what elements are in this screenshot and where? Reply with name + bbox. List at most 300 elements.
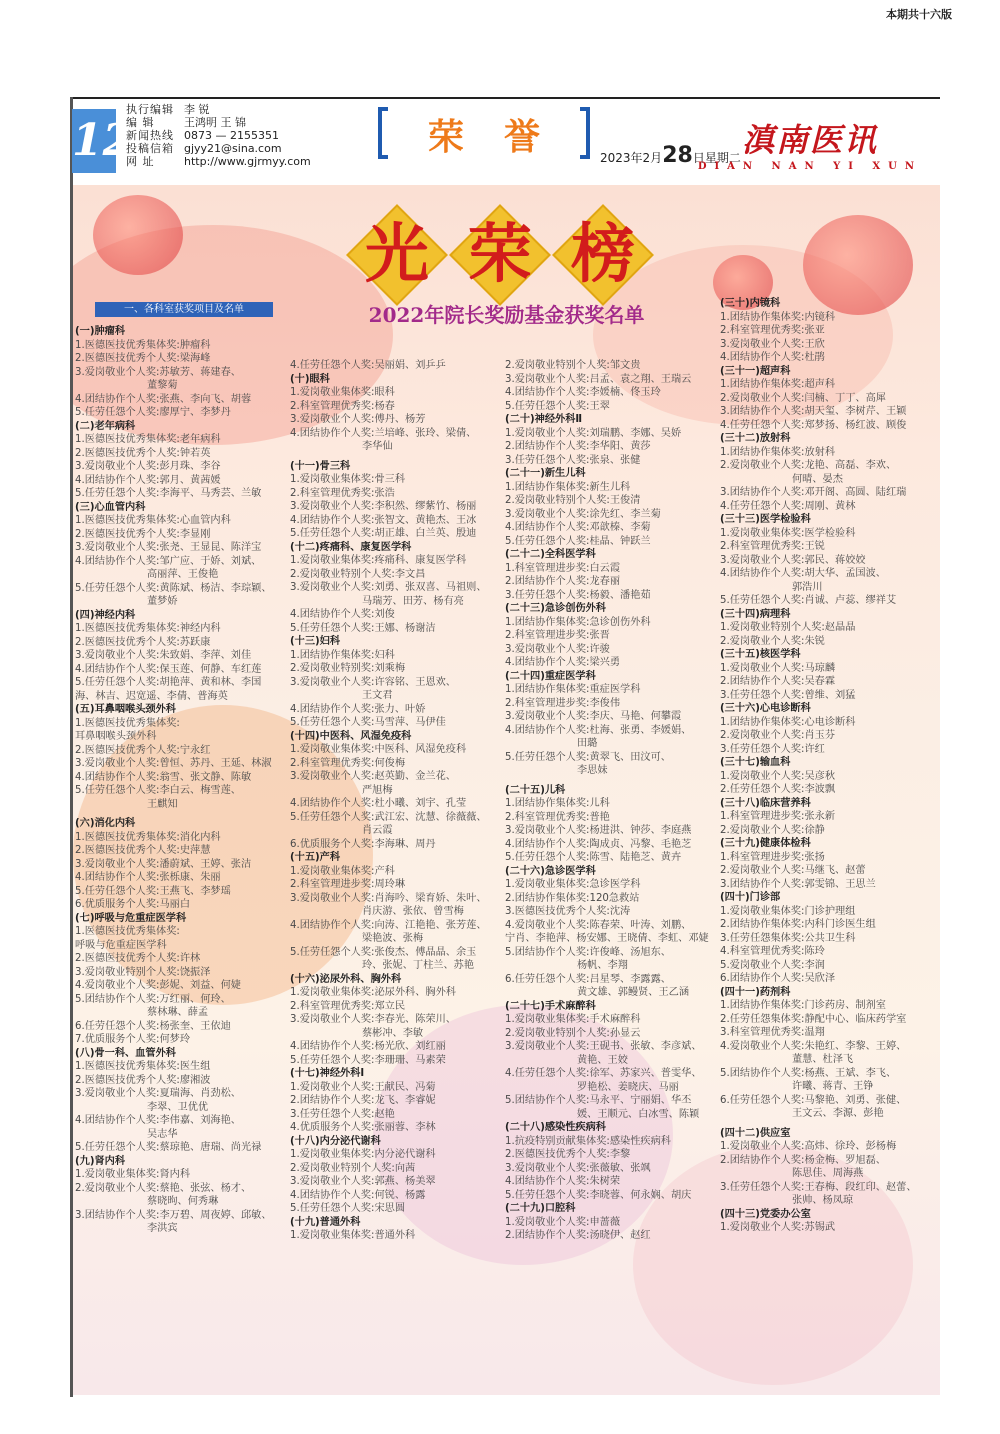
department-heading: (三)心血管内科 <box>75 501 146 513</box>
award-entry: 何晴、晏杰 <box>792 473 843 485</box>
award-entry: 1.科室管理进步奖:张永新 <box>720 811 836 822</box>
award-entry: 6.优质服务个人奖:李海琳、周丹 <box>290 838 436 850</box>
award-entry: 3.爱岗敬业个人奖:潘蔚斌、王婷、张洁 <box>75 858 252 870</box>
award-entry: 1.团结协作集体奖:内镜科 <box>720 311 836 323</box>
award-entry: 2.医德医技优秀个人奖:梁海峰 <box>75 353 211 364</box>
award-entry: 玲、张妮、丁柱兰、苏艳 <box>362 960 475 971</box>
award-entry: 1.抗疫特别贡献集体奖:感染性疾病科 <box>505 1135 671 1147</box>
department-heading: (十八)内分泌代谢科 <box>290 1135 381 1147</box>
award-entry: 4.团结协作个人奖:杜海、张勇、李媛娟、 <box>505 724 692 736</box>
award-entry: 4.优质服务个人奖:张丽蓉、李林 <box>290 1122 436 1133</box>
department-heading: (二十三)急诊创伤外科 <box>505 603 606 614</box>
award-entry: 严旭梅 <box>362 784 393 796</box>
department-heading: (二十六)急诊医学科 <box>505 865 596 877</box>
award-entry: 1.爱岗敬业个人奖:吴彦秋 <box>720 770 836 782</box>
department-heading: (四)神经内科 <box>75 609 136 621</box>
award-entry: 4.团结协作个人奖:李伟嘉、刘海艳、 <box>75 1115 241 1126</box>
banner-char: 荣 <box>468 217 532 292</box>
date-day: 28 <box>662 143 693 168</box>
award-entry: 呼吸与危重症医学科 <box>75 939 167 951</box>
award-entry: 1.爱岗敬业集体奖:医学检验科 <box>720 527 856 539</box>
award-entry: 6.优质服务个人奖:马丽白 <box>75 899 191 910</box>
award-entry: 1.医德医技优秀集体奖:老年病科 <box>75 434 221 445</box>
department-heading: (七)呼吸与危重症医学科 <box>75 912 187 924</box>
award-entry: 5.任劳任怨个人奖:李白云、梅雪莲、 <box>75 785 241 796</box>
award-entry: 2.医德医技优秀个人奖:许林 <box>75 953 201 964</box>
award-entry: 3.爱岗敬业特别个人奖:饶振泽 <box>75 966 211 978</box>
award-entry: 3.医德医技优秀个人奖:沈涛 <box>505 906 631 917</box>
department-heading: (六)消化内科 <box>75 818 136 829</box>
award-entry: 3.爱岗敬业个人奖:傅丹、杨芳 <box>290 414 426 425</box>
department-heading: (十一)骨三科 <box>290 460 351 472</box>
award-entry: 4.团结协作个人奖:邹广应、于娇、刘斌、 <box>75 555 262 567</box>
award-entry: 3.爱岗敬业个人奖:赵英勤、金兰花、 <box>290 771 456 782</box>
award-entry: 1.医德医技优秀集体奖:神经内科 <box>75 623 221 634</box>
award-entry: 吴志华 <box>147 1128 178 1140</box>
department-heading: (三十)内镜科 <box>720 298 781 309</box>
award-entry: 2.团结协作个人奖:吴春霖 <box>720 676 836 687</box>
award-entry: 5.任劳任怨个人奖:蔡琼艳、唐瑞、尚光禄 <box>75 1142 262 1153</box>
department-heading: (八)骨一科、血管外科 <box>75 1047 176 1059</box>
section-title <box>378 107 590 159</box>
award-entry: 3.爱岗敬业个人奖:涂先红、李兰菊 <box>505 508 661 520</box>
award-entry: 3.爱岗敬业个人奖:张薇敏、张飒 <box>505 1162 651 1174</box>
award-entry: 李翠、卫优优 <box>147 1101 209 1113</box>
award-entry: 1.团结协作集体奖:儿科 <box>505 798 610 809</box>
award-entry: 肖云霞 <box>362 825 393 836</box>
award-entry: 2.爱岗敬业特别奖:刘乘梅 <box>290 663 406 674</box>
award-entry: 肖庆游、张依、曾雪梅 <box>362 906 464 917</box>
award-entry: 5.任劳任怨个人奖:胡艳萍、黄和林、李国 <box>75 677 262 688</box>
award-entry: 5.任劳任怨个人奖:武江宏、沈慧、徐薇薇、 <box>290 811 487 823</box>
award-entry: 3.爱岗敬业个人奖:曾恒、苏丹、王延、林淑 <box>75 758 272 769</box>
department-heading: (一)肿瘤科 <box>75 326 126 337</box>
department-heading: (四十一)药剂科 <box>720 986 791 998</box>
award-entry: 1.爱岗敬业集体奖:内分泌代谢科 <box>290 1149 436 1160</box>
award-entry: 4.任劳任怨个人奖:徐军、苏家兴、普雯华、 <box>505 1068 702 1079</box>
department-heading: (四十三)党委办公室 <box>720 1208 811 1220</box>
award-entry: 3.任劳任怨个人奖:杨毅、潘艳茹 <box>505 589 651 601</box>
award-entry: 5.团结协作个人奖:杨燕、王斌、李飞、 <box>720 1067 897 1079</box>
department-heading: (十)眼科 <box>290 373 330 385</box>
award-entry: 4.爱岗敬业个人奖:陈春荣、叶涛、刘鹏、 <box>505 919 692 931</box>
award-entry: 5.任劳任怨个人奖:李海平、马秀芸、兰敏 <box>75 488 262 499</box>
award-entry: 董梦娇 <box>147 596 178 607</box>
award-entry: 4.团结协作个人奖:朱树荣 <box>505 1176 621 1187</box>
award-entry: 2.医德医技优秀个人奖:史萍慧 <box>75 845 211 856</box>
award-entry: 1.爱岗敬业个人奖:刘瑞鹏、李娜、吴娇 <box>505 427 682 439</box>
page-number: 12 <box>72 109 116 173</box>
award-entry: 3.爱岗敬业个人奖:肖海吟、梁育娇、朱叶、 <box>290 892 487 904</box>
award-entry: 李洪宾 <box>147 1223 178 1234</box>
department-heading: (三十二)放射科 <box>720 433 791 444</box>
award-entry: 4.团结协作个人奖:张智文、黄艳杰、王冰 <box>290 514 477 526</box>
award-entry: 2.爱岗敬业个人奖:徐静 <box>720 824 825 836</box>
award-column-3 <box>505 359 717 1243</box>
credit-key: 执行编辑 <box>126 103 174 116</box>
award-entry: 高丽萍、王俊艳 <box>147 569 219 580</box>
award-entry: 5.任劳任怨个人奖:黄陈斌、杨洁、李琮颖、 <box>75 582 272 594</box>
department-heading: (二十)神经外科Ⅱ <box>505 414 583 425</box>
award-entry: 2.团结协作个人奖:龙春丽 <box>505 576 621 587</box>
award-entry: 5.任劳任怨个人奖:马雪萍、马伊佳 <box>290 717 446 728</box>
award-entry: 王麒知 <box>147 798 178 810</box>
department-heading: (九)肾内科 <box>75 1155 126 1167</box>
credit-key: 网 址 <box>126 155 155 168</box>
date-prefix: 2023年2月 <box>600 151 663 165</box>
credit-row <box>126 142 311 155</box>
award-entry: 1.医德医技优秀集体奖:心血管内科 <box>75 515 231 526</box>
award-entry: 1.团结协作集体奖:心电诊断科 <box>720 716 856 728</box>
award-entry: 6.团结协作个人奖:吴欣泽 <box>720 973 836 984</box>
award-entry: 2.医德医技优秀个人奖:宁永红 <box>75 744 211 756</box>
department-heading: (二十八)感染性疾病科 <box>505 1122 606 1133</box>
credit-value: 李 锐 <box>184 103 210 116</box>
award-entry: 4.团结协作个人奖:李媛楠、佟玉玲 <box>505 387 661 398</box>
award-entry: 2.团结协作个人奖:龙飞、李睿妮 <box>290 1095 436 1106</box>
award-entry: 5.任劳任怨个人奖:桂晶、钟跃兰 <box>505 535 651 547</box>
issue-note: 本期共十六版 <box>886 8 952 21</box>
award-entry: 3.爱岗敬业个人奖:刘勇、张双喜、马祖则、 <box>290 582 487 593</box>
award-entry: 1.爱岗敬业集体奖:疼痛科、康复医学科 <box>290 555 467 566</box>
award-entry: 2.爱岗敬业特别个人奖:孙显云 <box>505 1027 641 1039</box>
top-rule <box>70 97 940 99</box>
department-heading: (三十一)超声科 <box>720 365 791 377</box>
award-entry: 2.科室管理优秀奖:张浩 <box>290 487 395 499</box>
award-entry: 1.爱岗敬业集体奖:门诊护理组 <box>720 905 856 917</box>
award-entry: 3.爱岗敬业个人奖:郭民、蒋姣姣 <box>720 554 866 566</box>
award-entry: 3.科室管理优秀奖:温翔 <box>720 1027 825 1038</box>
award-entry: 4.团结协作个人奖:向涛、江艳艳、张芳莲、 <box>290 919 487 931</box>
credit-row <box>126 155 311 168</box>
award-entry: 4.团结协作个人奖:杨光欣、刘红丽 <box>290 1041 446 1052</box>
award-entry: 3.爱岗敬业个人奖:王砚书、张敏、李彦斌、 <box>505 1041 702 1052</box>
award-entry: 3.爱岗敬业个人奖:许骏 <box>505 643 610 655</box>
award-entry: 1.爱岗敬业个人奖:高炜、徐玲、彭杨梅 <box>720 1141 897 1152</box>
award-entry: 2.科室管理优秀奖:张亚 <box>720 325 825 336</box>
award-entry: 6.任劳任怨个人奖:马黎艳、刘勇、张健、 <box>720 1094 907 1106</box>
section-tagline: 一、各科室获奖项目及名单 <box>95 302 273 317</box>
award-entry: 陈思佳、周海燕 <box>792 1168 864 1179</box>
banner-char: 光 <box>365 217 429 292</box>
award-entry: 5.任劳任怨个人奖:肖诚、卢蕊、缪祥艾 <box>720 595 897 606</box>
award-entry: 1.爱岗敬业集体奖:骨三科 <box>290 474 406 485</box>
award-entry: 2.爱岗敬业个人奖:马继飞、赵蕾 <box>720 865 866 876</box>
honor-banner <box>345 217 655 293</box>
award-entry: 5.团结协作个人奖:万红丽、何玲、 <box>75 993 231 1005</box>
award-entry: 王文云、李源、彭艳 <box>792 1108 884 1119</box>
department-heading: (二)老年病科 <box>75 420 136 432</box>
award-entry: 宁肖、李艳萍、杨安娜、王晓倩、李虹、邓婕 <box>505 933 709 944</box>
department-heading: (十二)疼痛科、康复医学科 <box>290 541 412 553</box>
award-entry: 1.爱岗敬业集体奖:肾内科 <box>75 1169 191 1180</box>
award-entry: 3.团结协作个人奖:李万碧、周夜婷、邱敏、 <box>75 1209 272 1221</box>
award-entry: 6.任劳任怨个人奖:吕星琴、李露露、 <box>505 973 671 985</box>
award-entry: 3.任劳任怨个人奖:许红 <box>720 743 825 755</box>
award-entry: 2.科室管理优秀奖:郑立民 <box>290 1000 406 1012</box>
department-heading: (三十五)核医学科 <box>720 649 801 660</box>
department-heading: (二十五)儿科 <box>505 784 566 796</box>
award-entry: 4.团结协作个人奖:梁兴勇 <box>505 657 621 668</box>
award-entry: 1.团结协作集体奖:急诊创伤外科 <box>505 616 651 628</box>
department-heading: (二十七)手术麻醉科 <box>505 1000 596 1012</box>
award-entry: 5.团结协作个人奖:马永平、宁丽娟、华丕 <box>505 1095 692 1106</box>
award-entry: 2.爱岗敬业特别个人奖:李文昌 <box>290 568 426 580</box>
department-heading: (三十八)临床营养科 <box>720 797 811 809</box>
award-entry: 5.任劳任怨个人奖:张俊杰、傅晶晶、余玉 <box>290 946 477 958</box>
award-entry: 2.团结协作个人奖:李华阳、黄莎 <box>505 441 651 452</box>
award-entry: 4.团结协作个人奖:翁雪、张文静、陈敏 <box>75 771 252 783</box>
award-entry: 2.任劳任怨集体奖:静配中心、临床药学室 <box>720 1013 907 1025</box>
department-heading: (三十九)健康体检科 <box>720 838 811 849</box>
award-subtitle: 2022年院长奖励基金获奖名单 <box>368 303 645 327</box>
department-heading: (十五)产科 <box>290 852 341 863</box>
banner-char: 榜 <box>571 217 635 292</box>
award-entry: 2.科室管理进步奖:张晋 <box>505 630 610 641</box>
award-entry: 3.爱岗敬业个人奖:杨进洪、钟莎、李庭燕 <box>505 825 692 836</box>
credit-row <box>126 103 311 116</box>
content-area <box>73 185 940 1395</box>
award-entry: 1.医德医技优秀集体奖:肿瘤科 <box>75 339 211 351</box>
award-entry: 1.爱岗敬业个人奖:苏锡武 <box>720 1222 836 1233</box>
award-entry: 5.任劳任怨个人奖:宋思圆 <box>290 1203 406 1214</box>
award-entry: 2.爱岗敬业特别个人奖:邹文贵 <box>505 360 641 371</box>
credit-value: 0873 — 2155351 <box>184 129 279 142</box>
award-entry: 3.爱岗敬业个人奖:李春光、陈荣川、 <box>290 1014 456 1025</box>
section-label: 荣誉 <box>428 116 581 158</box>
award-entry: 5.任劳任怨个人奖:王娜、杨谢洁 <box>290 622 436 634</box>
award-entry: 4.团结协作个人奖:陶成贞、冯黎、毛艳芝 <box>505 838 692 850</box>
department-heading: (十九)普通外科 <box>290 1216 361 1228</box>
award-entry: 3.爱岗敬业个人奖:李积然、缪紫竹、杨丽 <box>290 501 477 512</box>
award-entry: 3.任劳任怨个人奖:王春梅、段红印、赵蕾、 <box>720 1181 917 1193</box>
award-entry: 3.爱岗敬业个人奖:苏敏芳、蒋建春、 <box>75 366 241 378</box>
award-entry: 3.任劳任怨个人奖:曾维、刘猛 <box>720 689 856 701</box>
award-entry: 2.科室管理进步奖:李俊伟 <box>505 697 621 709</box>
award-entry: 5.任劳任怨个人奖:李晓蓉、何永娴、胡庆 <box>505 1189 692 1201</box>
award-entry: 马瑞芳、田芳、杨有亮 <box>362 595 464 607</box>
award-entry: 3.团结协作个人奖:胡天玺、李树芹、王颖 <box>720 406 907 417</box>
award-entry: 3.任劳任怨个人奖:赵艳 <box>290 1108 395 1120</box>
award-entry: 2.医德医技优秀个人奖:李显刚 <box>75 528 211 540</box>
award-entry: 5.任劳任怨个人奖:王燕飞、李梦瑶 <box>75 885 231 897</box>
award-entry: 4.任劳任怨个人奖:吴丽娟、刘乒乒 <box>290 360 446 371</box>
award-entry: 1.团结协作集体奖:放射科 <box>720 446 836 458</box>
award-entry: 许曦、蒋青、王铮 <box>792 1081 874 1092</box>
award-entry: 6.任劳任怨个人奖:杨张奎、王依迪 <box>75 1020 231 1032</box>
masthead-pinyin: DIAN NAN YI XUN <box>697 161 922 172</box>
award-entry: 张帅、杨凤琼 <box>792 1195 854 1206</box>
award-entry: 1.医德医技优秀集体奖:医生组 <box>75 1061 211 1072</box>
award-entry: 2.医德医技优秀个人奖:廖湘波 <box>75 1074 211 1086</box>
award-entry: 2.团结协作集体奖:内科门诊医生组 <box>720 919 876 930</box>
award-entry: 1.爱岗敬业集体奖:产科 <box>290 865 395 877</box>
award-entry: 4.任劳任怨个人奖:郑梦扬、杨红波、顾俊 <box>720 419 907 431</box>
award-entry: 2.科室管理优秀奖:何俊梅 <box>290 757 406 769</box>
award-entry: 4.团结协作个人奖:胡大华、孟国波、 <box>720 568 886 579</box>
award-entry: 3.爱岗敬业个人奖:夏瑞海、肖劲松、 <box>75 1088 241 1099</box>
masthead <box>698 115 922 172</box>
award-entry: 1.团结协作集体奖:妇科 <box>290 649 395 661</box>
award-entry: 2.爱岗敬业个人奖:朱锐 <box>720 635 825 647</box>
credit-key: 新闻热线 <box>126 129 174 142</box>
award-entry: 3.爱岗敬业个人奖:彭月珠、李谷 <box>75 461 221 472</box>
award-entry: 李思妹 <box>577 765 608 776</box>
award-entry: 4.爱岗敬业个人奖:朱艳红、李黎、王婷、 <box>720 1040 907 1052</box>
award-entry: 4.团结协作个人奖:郭月、黄茜媛 <box>75 474 221 486</box>
award-entry: 4.团结协作个人奖:邓歆榛、李菊 <box>505 522 651 533</box>
award-entry: 黄文雄、郭鳗贤、王乙涵 <box>577 987 690 998</box>
award-entry: 1.爱岗敬业个人奖:申蔷薇 <box>505 1216 621 1228</box>
award-entry: 4.团结协作个人奖:何锐、杨露 <box>290 1189 426 1201</box>
award-entry: 5.任劳任怨个人奖:陈雪、陆艳芝、黄卉 <box>505 852 682 863</box>
award-entry: 5.任劳任怨个人奖:李珊珊、马素荣 <box>290 1054 446 1066</box>
award-entry: 3.团结协作个人奖:郭雯锦、王思兰 <box>720 878 876 890</box>
award-entry: 杨帆、李翔 <box>577 960 628 971</box>
award-entry: 1.医德医技优秀集体奖: <box>75 926 180 937</box>
award-entry: 1.团结协作集体奖:新生儿科 <box>505 481 631 493</box>
award-entry: 1.科室管理进步奖:白云霞 <box>505 562 621 574</box>
award-entry: 5.爱岗敬业个人奖:李润 <box>720 959 825 971</box>
credit-key: 编 辑 <box>126 116 155 129</box>
department-heading: (五)耳鼻咽喉头颈外科 <box>75 704 176 715</box>
department-heading: (三十六)心电诊断科 <box>720 703 811 714</box>
award-entry: 4.任劳任怨个人奖:周刚、黄林 <box>720 500 856 512</box>
award-entry: 1.爱岗敬业集体奖:眼科 <box>290 387 395 398</box>
award-entry: 李华仙 <box>362 441 393 452</box>
award-entry: 梁艳波、张梅 <box>362 933 424 944</box>
award-entry: 蔡彬冲、李敏 <box>362 1027 424 1039</box>
award-entry: 蔡晓昫、何秀琳 <box>147 1196 219 1207</box>
credit-value: gjyy21@sina.com <box>184 142 282 155</box>
award-entry: 2.爱岗敬业个人奖:闫楠、丁丁、高犀 <box>720 392 886 404</box>
department-heading: (二十二)全科医学科 <box>505 549 596 560</box>
award-entry: 1.爱岗敬业集体奖:普通外科 <box>290 1230 416 1241</box>
award-entry: 2.团结协作个人奖:杨金梅、罗旭磊、 <box>720 1154 886 1166</box>
award-entry: 1.医德医技优秀集体奖: <box>75 717 180 729</box>
department-heading: (三十七)输血科 <box>720 757 791 768</box>
award-entry: 王文君 <box>362 690 393 701</box>
award-entry: 3.爱岗敬业个人奖:许容铭、王恩欢、 <box>290 676 456 688</box>
award-entry: 1.爱岗敬业特别个人奖:赵晶晶 <box>720 622 856 633</box>
award-entry: 4.团结协作个人奖:张栎康、朱丽 <box>75 872 221 883</box>
award-entry: 3.任劳任怨个人奖:张泉、张健 <box>505 454 641 466</box>
award-entry: 5.任劳任怨个人奖:黄翠飞、田汶可、 <box>505 751 671 763</box>
award-entry: 海、林吉、迟宽遥、李倩、普海英 <box>75 690 228 702</box>
bracket-right <box>580 107 590 159</box>
bracket-left <box>378 107 388 159</box>
award-entry: 蔡林琳、薛孟 <box>147 1007 209 1018</box>
award-entry: 媛、王顺元、白冰雪、陈颖 <box>577 1108 700 1120</box>
award-entry: 4.爱岗敬业个人奖:彭妮、刘益、何婕 <box>75 980 241 991</box>
award-entry: 2.团结协作集体奖:120急救站 <box>505 892 640 904</box>
award-entry: 田璐 <box>577 738 598 749</box>
masthead-title: 滇南医讯 <box>741 121 878 159</box>
award-column-1 <box>75 325 287 1236</box>
award-entry: 3.任劳任怨集体奖:公共卫生科 <box>720 932 856 944</box>
award-entry: 董黎菊 <box>147 380 178 391</box>
date-suffix: 日星期二 <box>692 151 741 165</box>
award-entry: 3.爱岗敬业个人奖:张尧、王显昆、陈洋宝 <box>75 542 262 553</box>
lantern-decoration <box>93 195 183 275</box>
credit-value: http://www.gjrmyy.com <box>184 155 311 168</box>
award-entry: 2.科室管理优秀奖:王锐 <box>720 541 825 552</box>
award-entry: 3.爱岗敬业个人奖:王欣 <box>720 338 825 350</box>
department-heading: (四十)门诊部 <box>720 892 781 903</box>
award-entry: 2.爱岗敬业特别个人奖:向茜 <box>290 1162 416 1174</box>
award-entry: 罗艳松、姜晓庆、马丽 <box>577 1081 679 1093</box>
award-entry: 1.爱岗敬业集体奖:手术麻醉科 <box>505 1014 641 1025</box>
award-entry: 1.爱岗敬业集体奖:中医科、风湿免疫科 <box>290 744 467 755</box>
award-entry: 2.团结协作个人奖:汤晓伊、赵红 <box>505 1230 651 1241</box>
award-column-2 <box>290 359 502 1243</box>
award-entry: 2.医德医技优秀个人奖:李黎 <box>505 1149 631 1160</box>
credit-key: 投稿信箱 <box>126 142 174 155</box>
award-entry: 2.爱岗敬业个人奖:肖玉芬 <box>720 730 836 741</box>
award-entry: 4.团结协作个人奖:杜小曦、刘宇、孔莹 <box>290 798 467 809</box>
award-entry: 1.医德医技优秀集体奖:消化内科 <box>75 831 221 843</box>
award-entry: 3.爱岗敬业个人奖:李庆、马艳、何攀霞 <box>505 711 682 722</box>
award-entry: 2.科室管理优秀奖:杨春 <box>290 400 395 412</box>
department-heading: (三十三)医学检验科 <box>720 514 811 525</box>
department-heading: (十四)中医科、风湿免疫科 <box>290 730 412 742</box>
award-entry: 2.医德医技优秀个人奖:钟若英 <box>75 447 211 459</box>
department-heading: (二十一)新生儿科 <box>505 468 586 479</box>
award-entry: 2.爱岗敬业特别个人奖:王俊清 <box>505 495 641 506</box>
award-entry: 4.团结协作个人奖:张力、叶娇 <box>290 703 426 715</box>
credit-row <box>126 116 311 129</box>
award-entry: 2.医德医技优秀个人奖:苏跃康 <box>75 636 211 648</box>
award-entry: 4.团结协作个人奖:保玉莲、何静、车红莲 <box>75 663 262 675</box>
award-entry: 5.任劳任怨个人奖:王翠 <box>505 400 610 412</box>
department-heading: (十三)妇科 <box>290 636 341 647</box>
department-heading: (二十九)口腔科 <box>505 1203 576 1214</box>
award-entry: 1.爱岗敬业集体奖:泌尿外科、胸外科 <box>290 987 456 998</box>
award-entry: 7.优质服务个人奖:何梦玲 <box>75 1034 191 1045</box>
award-entry: 1.爱岗敬业个人奖:马琼麟 <box>720 662 836 674</box>
award-column-4 <box>720 297 938 1235</box>
award-entry: 4.团结协作个人奖:刘俊 <box>290 609 395 620</box>
credit-value: 王鸿明 王 锦 <box>184 116 246 129</box>
award-entry: 1.团结协作集体奖:门诊药房、制剂室 <box>720 1000 886 1011</box>
department-heading: (二十四)重症医学科 <box>505 670 596 682</box>
award-entry: 4.科室管理优秀奖:陈玲 <box>720 946 825 957</box>
award-entry: 3.团结协作个人奖:邓开阁、高圆、陆红瑞 <box>720 487 907 498</box>
award-entry: 3.爱岗敬业个人奖:朱致娟、李萍、刘佳 <box>75 650 252 661</box>
award-entry: 1.团结协作集体奖:重症医学科 <box>505 684 641 695</box>
award-entry: 董慧、杜泽飞 <box>792 1054 854 1065</box>
award-entry: 5.任劳任怨个人奖:廖厚宁、李梦丹 <box>75 407 231 418</box>
award-entry: 耳鼻咽喉头颈外科 <box>75 731 157 742</box>
award-entry: 2.任劳任怨个人奖:李波飘 <box>720 784 836 795</box>
award-entry: 2.爱岗敬业个人奖:龙艳、高磊、李欢、 <box>720 460 897 471</box>
award-entry: 1.科室管理进步奖:张扬 <box>720 851 825 863</box>
department-heading: (三十四)病理科 <box>720 608 791 620</box>
award-entry: 4.团结协作个人奖:杜鹃 <box>720 352 825 363</box>
award-entry: 2.科室管理进步奖:周玲琳 <box>290 879 406 890</box>
department-heading: (十六)泌尿外科、胸外科 <box>290 973 402 985</box>
award-entry: 2.爱岗敬业个人奖:蔡艳、张弦、杨才、 <box>75 1182 252 1194</box>
award-entry: 4.团结协作个人奖:张燕、李向飞、胡蓉 <box>75 393 252 405</box>
award-entry: 1.爱岗敬业集体奖:急诊医学科 <box>505 879 641 890</box>
award-entry: 3.爱岗敬业个人奖:郭燕、杨美翠 <box>290 1176 436 1187</box>
award-entry: 5.任劳任怨个人奖:胡正雄、白兰英、殷迪 <box>290 528 477 539</box>
award-entry: 1.团结协作集体奖:超声科 <box>720 379 836 390</box>
credits-block <box>126 103 311 168</box>
award-entry: 5.团结协作个人奖:许俊峰、汤旭东、 <box>505 946 671 958</box>
award-entry: 郭浩川 <box>792 581 823 593</box>
award-entry: 黄艳、王姣 <box>577 1054 628 1066</box>
